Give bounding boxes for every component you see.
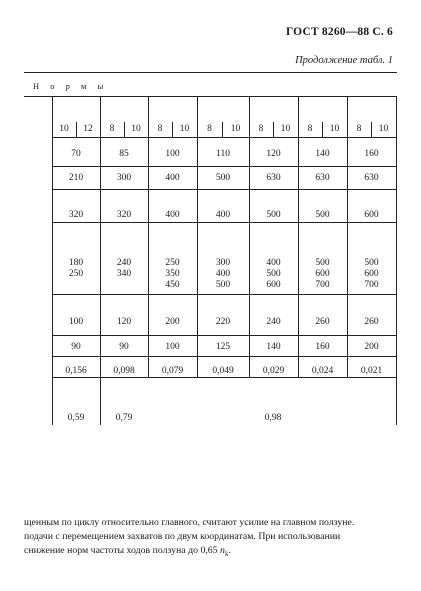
table-cell-line: 240	[266, 317, 281, 327]
table-cell-line: 630	[364, 173, 379, 183]
table-cell-line: 100	[165, 149, 180, 159]
table-cell	[250, 342, 298, 353]
table-cell-line: 260	[315, 317, 330, 327]
table-cell-line: 630	[266, 173, 281, 183]
table-cell	[52, 210, 100, 221]
table-cell-line: 0,156	[65, 366, 87, 376]
table-cell	[100, 173, 148, 184]
table-cell	[250, 366, 298, 377]
table-cell	[348, 317, 396, 328]
table-cell-line: 125	[215, 342, 231, 352]
table-cell	[52, 366, 100, 377]
subheader-cell: 10	[131, 124, 141, 134]
row-divider	[52, 222, 396, 223]
table-cell-line: 240	[116, 258, 132, 268]
table-cell-line: 140	[266, 342, 281, 352]
table-cell-line: 0,024	[311, 366, 334, 376]
table-cell-line: 400	[165, 173, 180, 183]
table-cell-line: 630	[315, 173, 330, 183]
table-cell-line: 400	[215, 269, 231, 279]
subheader-cell: 10	[329, 124, 340, 134]
footer-line-3-text: снижение норм частоты ходов ползуна до 0,65	[24, 545, 218, 556]
table-cell-line: 700	[364, 280, 379, 290]
table-cell-line: 300	[215, 258, 231, 268]
table-cell	[348, 149, 396, 160]
table-cell	[199, 173, 247, 184]
table-cell	[250, 317, 298, 328]
footer-variable-subscript: k	[224, 549, 229, 558]
table-cell: 0,98	[264, 413, 282, 423]
table-cell	[100, 317, 148, 328]
footer-line-3	[24, 544, 404, 561]
table-cell	[52, 342, 100, 353]
table-cell-line: 200	[364, 342, 379, 352]
table-cell	[100, 342, 148, 353]
table-cell-line: 260	[364, 317, 379, 327]
table-cell-line: 320	[116, 210, 132, 220]
subheader-cell: 8	[356, 124, 362, 134]
table-top-rule	[24, 72, 397, 73]
table-cell	[199, 210, 247, 221]
table-cell	[299, 173, 347, 184]
table-cell-line: 320	[68, 210, 84, 220]
table-cell	[149, 366, 197, 377]
table-cell-line: 200	[165, 317, 180, 327]
table-cell-line: 400	[215, 210, 231, 220]
subheader-cell: 10	[179, 124, 190, 134]
document-code: ГОСТ 8260—88 С. 6	[285, 26, 393, 38]
subheader-cell: 12	[83, 124, 93, 134]
table-cell-line: 340	[116, 269, 132, 279]
subheader-cell: 10	[280, 124, 291, 134]
table-cell-line: 160	[315, 342, 330, 352]
table-cell-line: 300	[116, 173, 132, 183]
table-cell	[149, 258, 197, 291]
table-cell-line: 250	[165, 258, 180, 268]
row-divider	[52, 335, 396, 336]
table-cell	[199, 342, 247, 353]
table-cell	[348, 173, 396, 184]
norms-group-label: Н о р м ы	[33, 81, 108, 91]
table-continuation-label: Продолжение табл. 1	[295, 55, 393, 66]
table-cell-line: 600	[364, 210, 379, 220]
table-cell-line: 110	[216, 149, 230, 159]
table-cell	[299, 366, 347, 377]
table-cell-line: 210	[68, 173, 84, 183]
table-cell	[52, 173, 100, 184]
table-cell	[52, 149, 100, 160]
table-cell	[299, 258, 347, 291]
table-cell-line: 500	[266, 210, 281, 220]
table-cell-line: 450	[165, 280, 180, 290]
table-cell-line: 90	[71, 342, 81, 352]
column-divider	[396, 96, 397, 425]
subheader-cell: 10	[378, 124, 389, 134]
table-cell	[199, 317, 247, 328]
table-cell	[250, 258, 298, 291]
table-cell	[149, 149, 197, 160]
table-cell	[100, 210, 148, 221]
table-cell-line: 500	[315, 258, 330, 268]
table-cell-line: 500	[266, 269, 281, 279]
footer-line-2: подачи с перемещением захватов по двум координатам. При использовании	[24, 531, 341, 542]
table-cell	[250, 210, 298, 221]
table-cell	[149, 210, 197, 221]
table-cell-line: 500	[215, 173, 231, 183]
subheader-cell: 8	[207, 124, 212, 134]
subheader-cell: 8	[258, 124, 264, 134]
table-cell-line: 500	[215, 280, 231, 290]
table-cell	[199, 149, 247, 160]
table-cell-line: 85	[119, 149, 129, 159]
table-cell-line: 100	[165, 342, 180, 352]
table-cell-line: 140	[315, 149, 330, 159]
row-divider	[52, 189, 396, 190]
row-divider	[52, 294, 396, 295]
subheader-cell: 10	[230, 124, 241, 134]
table-cell-line: 160	[364, 149, 379, 159]
row-divider	[52, 377, 396, 378]
table-cell	[199, 366, 247, 377]
table-cell	[52, 317, 100, 328]
table-cell-line: 0,021	[360, 366, 383, 376]
table-cell	[52, 258, 100, 280]
table-cell-line: 90	[119, 342, 129, 352]
table-cell-line: 220	[215, 317, 231, 327]
table-cell: 0,79	[115, 413, 133, 423]
norms-bottom-rule	[24, 96, 397, 97]
subheader-cell: 10	[59, 124, 69, 134]
table-cell-line: 250	[68, 269, 84, 279]
footer-line-1: щенным по циклу относительно главного, считают усилие на главном ползуне.	[24, 517, 355, 528]
table-cell	[299, 210, 347, 221]
table-cell	[299, 317, 347, 328]
table-cell-line: 500	[315, 210, 330, 220]
table-cell-line: 600	[364, 269, 379, 279]
row-divider	[52, 166, 396, 167]
table-cell-line: 350	[165, 269, 180, 279]
table-cell-line: 120	[266, 149, 281, 159]
table-cell	[100, 258, 148, 280]
subheader-cell: 8	[157, 124, 163, 134]
table-cell-line: 0,049	[212, 366, 234, 376]
table-cell	[100, 149, 148, 160]
table-cell-line: 120	[116, 317, 132, 327]
table-cell-line: 600	[266, 280, 281, 290]
table-cell-line: 180	[68, 258, 84, 268]
table-cell-line: 0,098	[113, 366, 135, 376]
table-cell	[250, 149, 298, 160]
subheader-cell: 8	[307, 124, 313, 134]
table-cell-line: 70	[71, 149, 81, 159]
table-cell	[299, 149, 347, 160]
subheader-cell: 8	[109, 124, 115, 134]
footer-variable-n: n	[220, 545, 225, 556]
table-cell-line: 500	[364, 258, 379, 268]
row-divider	[52, 137, 396, 138]
table-cell	[149, 173, 197, 184]
footer-line-3-end: .	[228, 545, 231, 556]
table-cell	[348, 210, 396, 221]
table-cell	[299, 342, 347, 353]
row-divider	[52, 356, 396, 357]
table-cell-line: 0,079	[161, 366, 184, 376]
table-cell-line: 600	[315, 269, 330, 279]
table-cell-line: 400	[266, 258, 281, 268]
table-cell-line: 0,029	[262, 366, 285, 376]
table-cell-line: 100	[68, 317, 84, 327]
table-cell	[348, 342, 396, 353]
table-cell	[348, 258, 396, 291]
table-cell	[149, 317, 197, 328]
table-cell	[199, 258, 247, 291]
table-cell-line: 400	[165, 210, 180, 220]
table-cell	[348, 366, 396, 377]
table-cell-line: 700	[315, 280, 330, 290]
table-cell: 0,59	[67, 413, 85, 423]
table-cell	[250, 173, 298, 184]
table-cell	[149, 342, 197, 353]
table-cell	[100, 366, 148, 377]
